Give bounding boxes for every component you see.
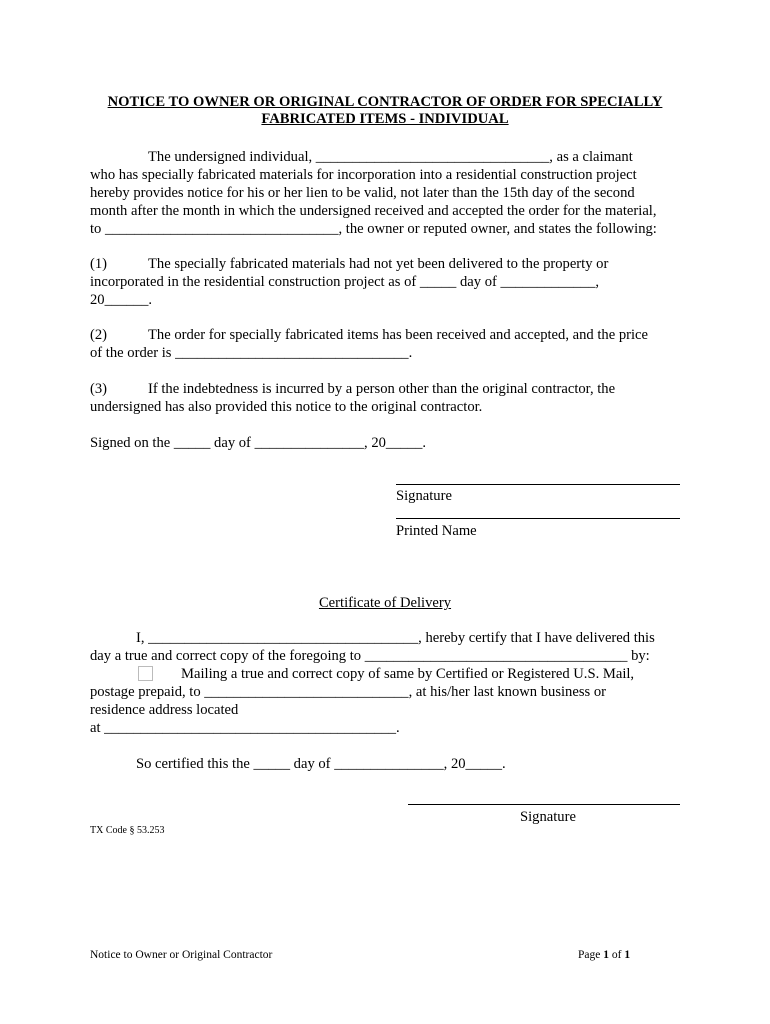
certificate-heading: Certificate of Delivery: [318, 595, 452, 611]
item-3: [90, 380, 615, 416]
printed-name-label: Printed Name: [396, 523, 477, 539]
printed-name-line[interactable]: [396, 518, 680, 519]
page-total: 1: [624, 949, 631, 961]
certified-line: So certified this the _____ day of _______________, 20_____.: [136, 756, 506, 772]
page-word: Page: [578, 949, 601, 961]
certificate-line: day a true and correct copy of the foregoing to ____________________________________ by:: [90, 648, 650, 664]
mail-checkbox[interactable]: [138, 666, 153, 681]
item-text: The order for specially fabricated items has been received and accepted, and the price: [148, 327, 648, 343]
intro-line: hereby provides notice for his or her lien to be valid, not later than the 15th day of the second: [90, 185, 635, 201]
title-line-2: FABRICATED ITEMS - INDIVIDUAL: [261, 111, 509, 127]
intro-line: to ________________________________, the owner or reputed owner, and states the following:: [90, 221, 657, 237]
item-text: undersigned has also provided this notice to the original contractor.: [90, 399, 483, 415]
certificate-line: at ________________________________________.: [90, 720, 400, 736]
item-text: incorporated in the residential construction project as of _____ day of _____________,: [90, 274, 600, 290]
item-text: The specially fabricated materials had not yet been delivered to the property or: [148, 256, 609, 272]
certificate-signature-label: Signature: [520, 809, 576, 825]
intro-paragraph: [90, 148, 657, 238]
item-text: If the indebtedness is incurred by a person other than the original contractor, the: [148, 381, 616, 397]
page-number: [578, 949, 630, 961]
signed-on-line: Signed on the _____ day of _______________, 20_____.: [90, 435, 427, 451]
item-number: (3): [90, 381, 108, 397]
document-title: [60, 94, 710, 128]
certificate-line: postage prepaid, to ____________________________, at his/her last known business or: [90, 684, 606, 700]
certificate-paragraph: [90, 629, 655, 737]
page-current: 1: [603, 949, 609, 961]
code-reference: TX Code § 53.253: [90, 825, 165, 836]
certificate-line: Mailing a true and correct copy of same by Certified or Registered U.S. Mail,: [181, 666, 635, 682]
item-text: of the order is ________________________________.: [90, 345, 413, 361]
signature-label: Signature: [396, 488, 452, 504]
certificate-line: residence address located: [90, 702, 239, 718]
intro-line: month after the month in which the undersigned received and accepted the order for the material,: [90, 203, 657, 219]
certificate-line: I, _____________________________________, hereby certify that I have delivered this: [136, 630, 655, 646]
item-text: 20______.: [90, 292, 153, 308]
item-2: [90, 326, 648, 362]
title-line-1: NOTICE TO OWNER OR ORIGINAL CONTRACTOR OF ORDER FOR SPECIALLY: [107, 94, 663, 110]
footer-title: Notice to Owner or Original Contractor: [90, 949, 273, 961]
intro-line: who has specially fabricated materials for incorporation into a residential construction project: [90, 167, 637, 183]
item-number: (2): [90, 327, 108, 343]
certificate-signature-line[interactable]: [408, 804, 680, 805]
of-word: of: [611, 949, 622, 961]
item-number: (1): [90, 256, 108, 272]
item-1: [90, 255, 608, 309]
signature-line[interactable]: [396, 484, 680, 485]
intro-line: The undersigned individual, ________________________________, as a claimant: [148, 149, 633, 165]
